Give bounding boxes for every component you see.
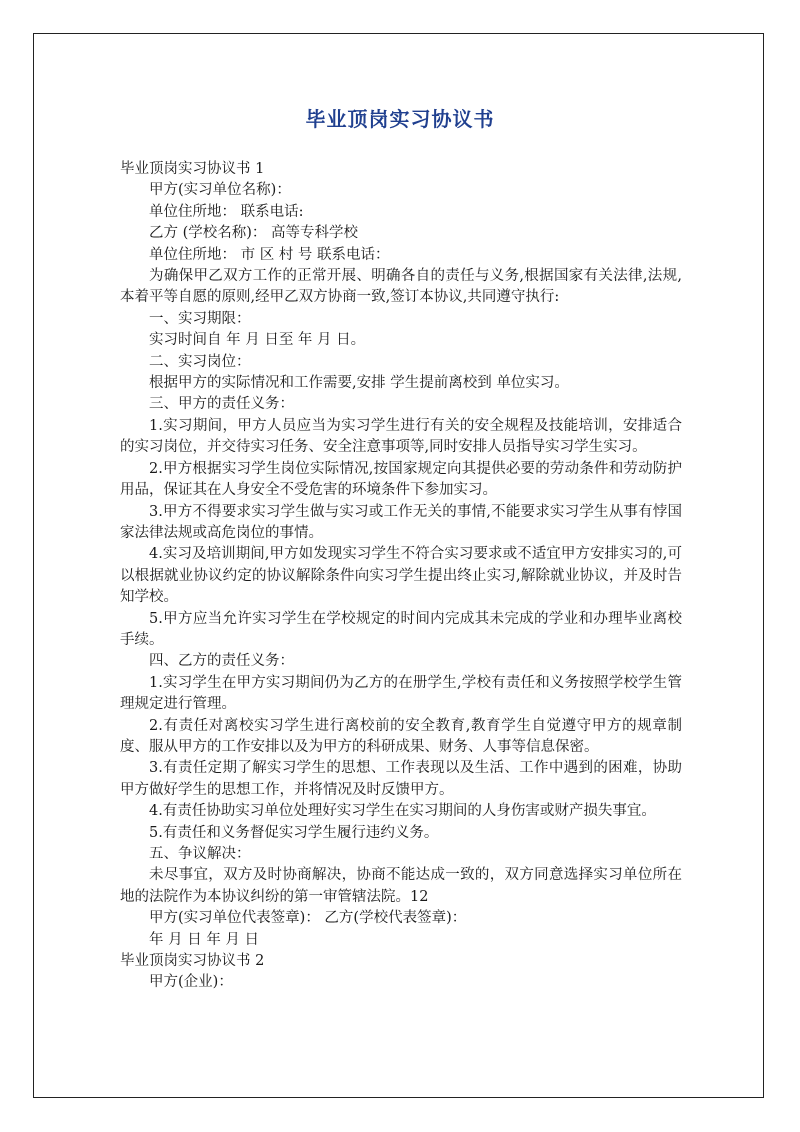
- document-title: 毕业顶岗实习协议书: [305, 107, 495, 131]
- party-b-duty-5: 5.有责任和义务督促实习学生履行违约义务。: [149, 824, 439, 841]
- party-a-duty-4: 4.实习及培训期间,甲方如发现实习学生不符合实习要求或不适宜甲方安排实习的,可以根据就业协议约定的协议解除条件向实习学生提出终止实习,解除就业协议，并及时告知学校。: [120, 546, 682, 606]
- section-heading-3: 三、甲方的责任义务：: [149, 396, 294, 413]
- party-b-name: 乙方 (学校名称)： 高等专科学校: [149, 225, 359, 242]
- party-a-duty-1: 1.实习期间，甲方人员应当为实习学生进行有关的安全规程及技能培训，安排适合的实习岗位，并交待实习任务、安全注意事项等,同时安排人员指导实习学生实习。: [120, 417, 682, 456]
- date-line: 年 月 日 年 月 日: [149, 931, 260, 948]
- document-body: [120, 159, 682, 994]
- section-heading-4: 四、乙方的责任义务：: [149, 653, 294, 670]
- section-heading-5: 五、争议解决：: [149, 846, 251, 862]
- party-a-enterprise: 甲方(企业)：: [149, 974, 233, 991]
- internship-period: 实习时间自 年 月 日至 年 月 日。: [149, 332, 366, 349]
- party-b-address: 单位住所地： 市 区 村 号 联系电话：: [149, 246, 390, 263]
- section-heading-2: 二、实习岗位：: [149, 353, 251, 370]
- party-a-address: 单位住所地： 联系电话:: [149, 203, 304, 220]
- party-b-duty-4: 4.有责任协助实习单位处理好实习学生在实习期间的人身伤害或财产损失事宜。: [149, 803, 656, 820]
- preamble-paragraph: 为确保甲乙双方工作的正常开展、明确各自的责任与义务,根据国家有关法律,法规,本着平等自愿的原则,经甲乙双方协商一致,签订本协议,共同遵守执行:: [120, 268, 682, 306]
- party-a-duty-5: 5.甲方应当允许实习学生在学校规定的时间内完成其未完成的学业和办理毕业离校手续。: [120, 610, 682, 648]
- subtitle-2: 毕业顶岗实习协议书 2: [120, 953, 265, 970]
- dispute-resolution: 未尽事宜，双方及时协商解决，协商不能达成一致的，双方同意选择实习单位所在地的法院作为本协议纠纷的第一审管辖法院。12: [120, 867, 682, 905]
- party-b-duty-1: 1.实习学生在甲方实习期间仍为乙方的在册学生,学校有责任和义务按照学校学生管理规定进行管理。: [120, 674, 682, 713]
- party-a-name: 甲方(实习单位名称)：: [149, 182, 291, 199]
- internship-position: 根据甲方的实际情况和工作需要,安排 学生提前离校到 单位实习。: [149, 375, 569, 392]
- signature-line: 甲方(实习单位代表签章)： 乙方(学校代表签章)：: [149, 910, 467, 927]
- party-a-duty-3: 3.甲方不得要求实习学生做与实习或工作无关的事情,不能要求实习学生从事有悖国家法律法规或高危岗位的事情。: [120, 503, 682, 541]
- party-b-duty-2: 2.有责任对离校实习学生进行离校前的安全教育,教育学生自觉遵守甲方的规章制度、服从甲方的工作安排以及为甲方的科研成果、财务、人事等信息保密。: [120, 717, 682, 755]
- section-heading-1: 一、实习期限：: [149, 310, 251, 327]
- subtitle-1: 毕业顶岗实习协议书 1: [120, 161, 265, 177]
- party-b-duty-3: 3.有责任定期了解实习学生的思想、工作表现以及生活、工作中遇到的困难，协助甲方做好学生的思想工作，并将情况及时反馈甲方。: [120, 760, 682, 798]
- party-a-duty-2: 2.甲方根据实习学生岗位实际情况,按国家规定向其提供必要的劳动条件和劳动防护用品，保证其在人身安全不受危害的环境条件下参加实习。: [120, 460, 682, 499]
